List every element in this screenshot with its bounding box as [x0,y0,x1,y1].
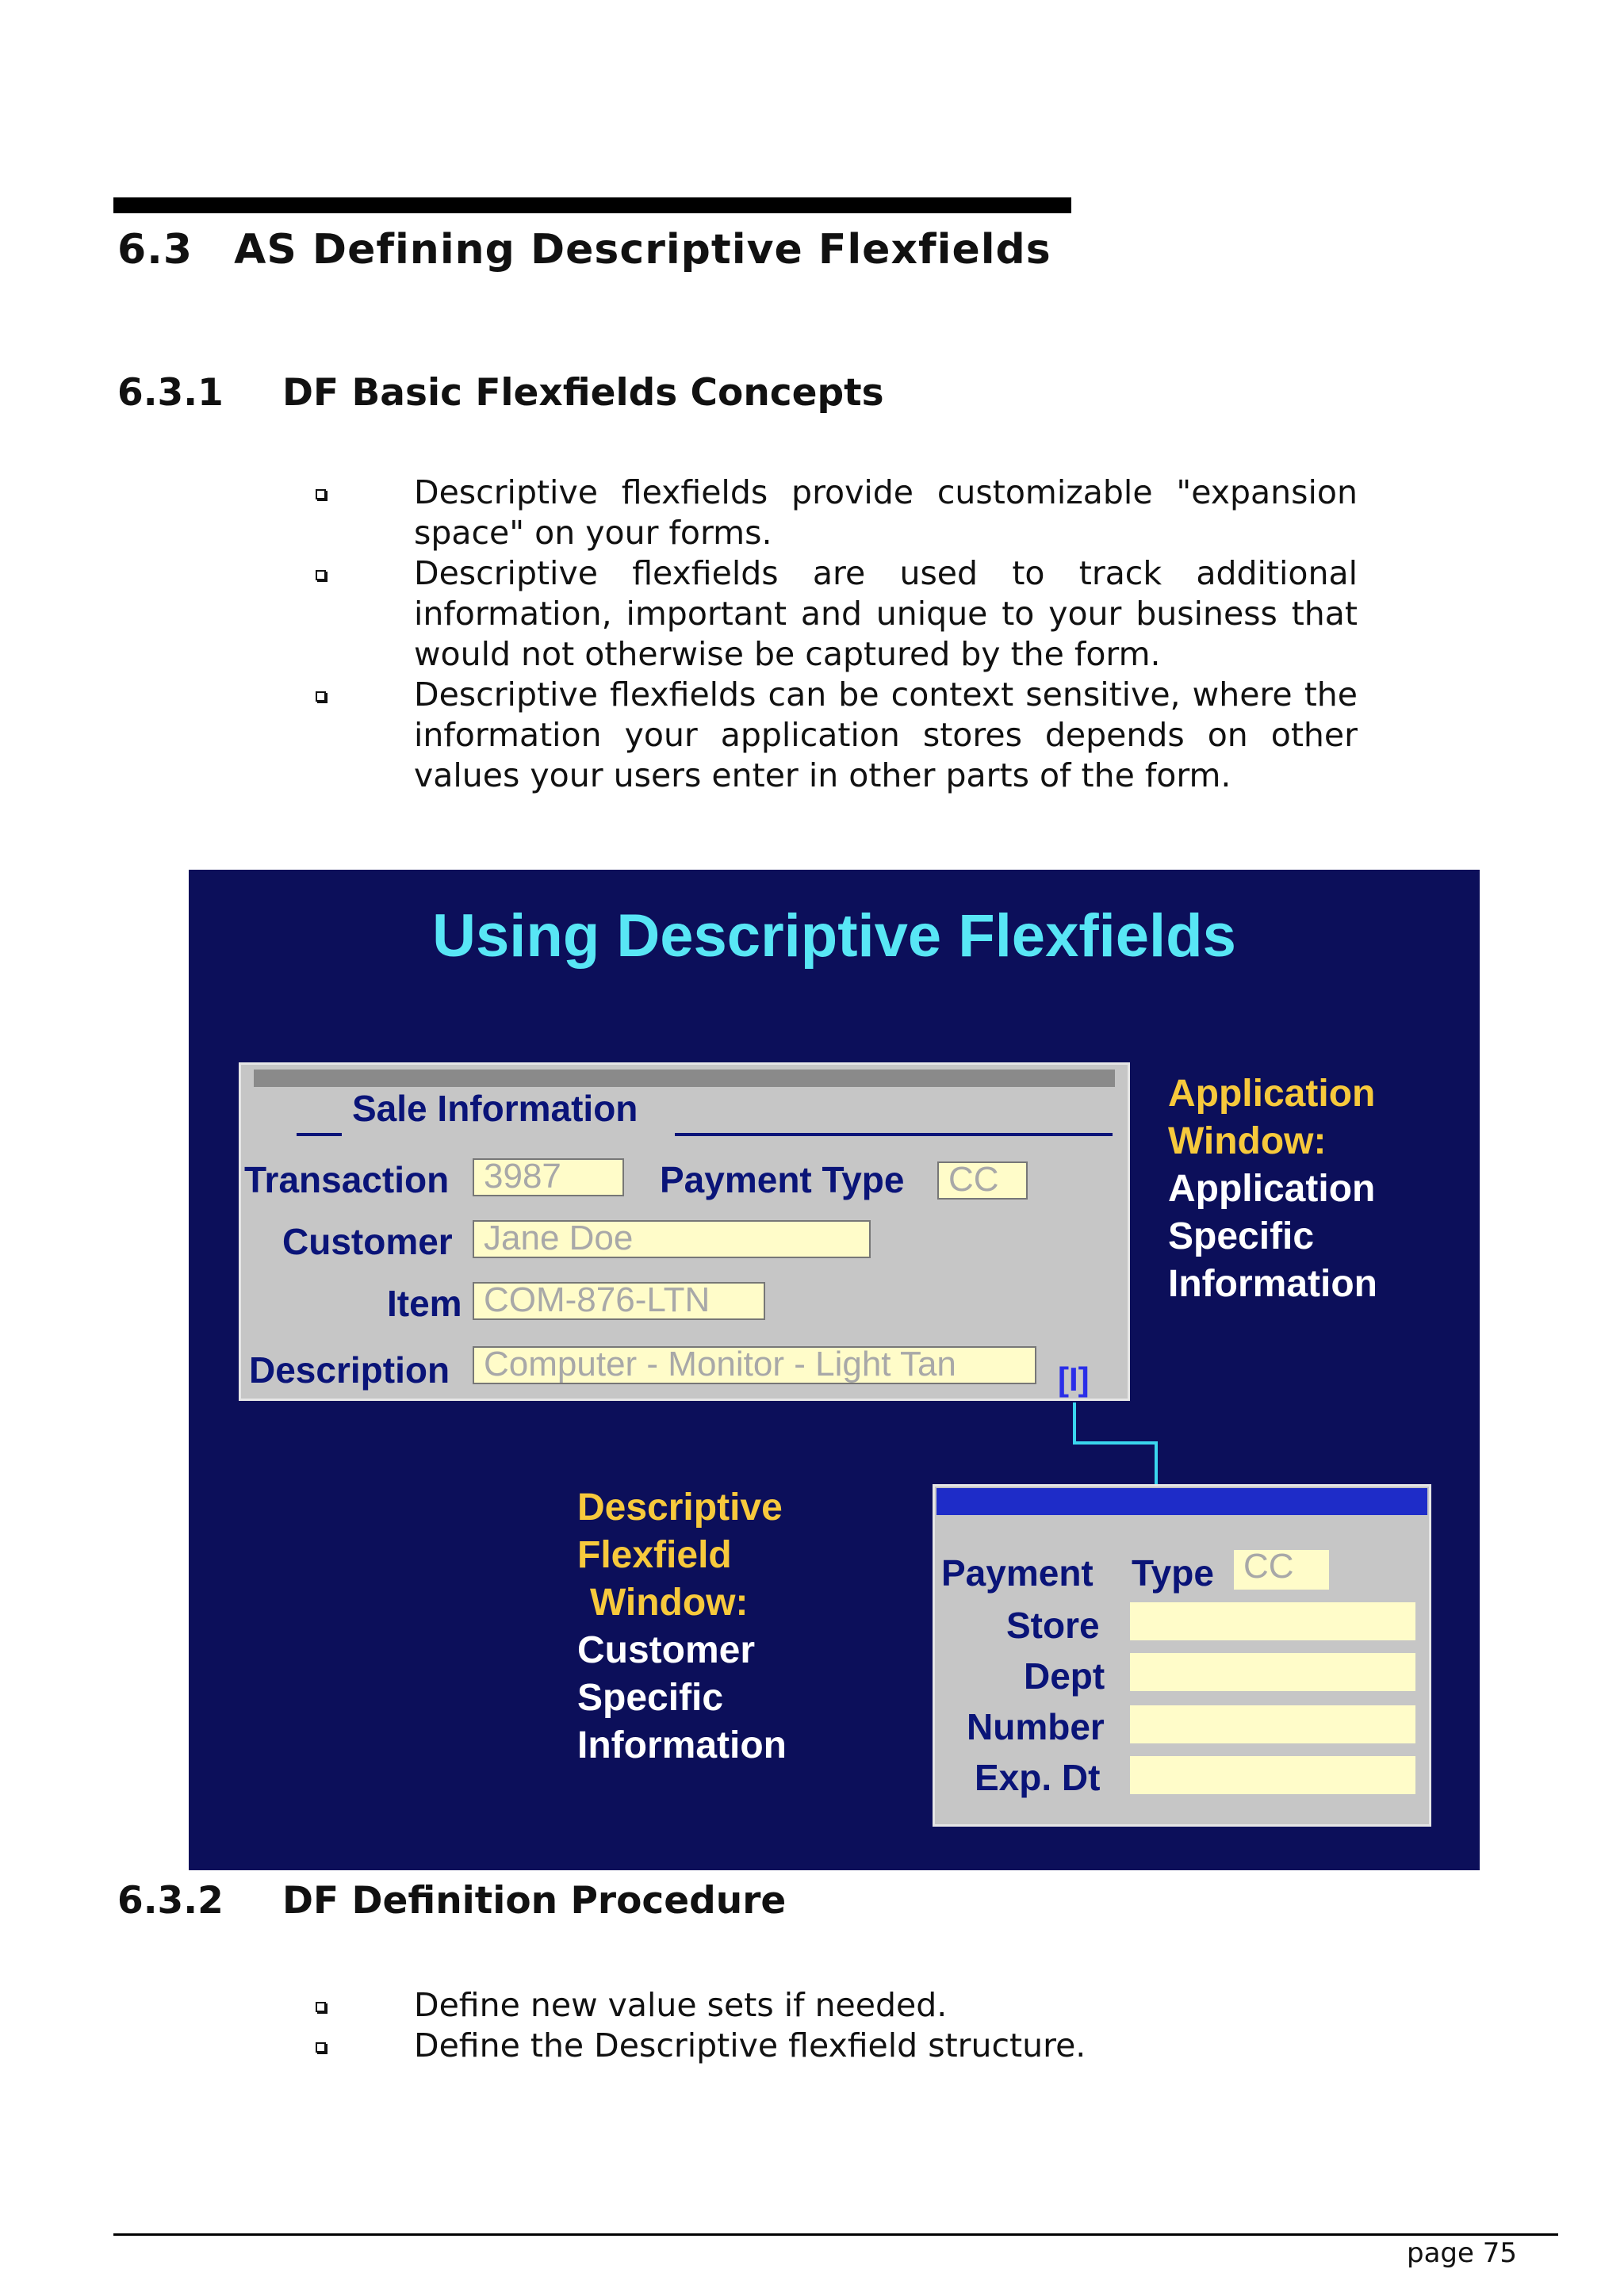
checkbox-bullet-icon [316,691,326,702]
payment-type-field[interactable]: CC [937,1161,1028,1200]
description-field[interactable]: Computer - Monitor - Light Tan [473,1346,1036,1384]
checkbox-bullet-icon [316,2042,326,2053]
description-label: Description [249,1349,450,1391]
store-field[interactable] [1130,1602,1415,1640]
footer-rule [113,2233,1558,2236]
transaction-label: Transaction [244,1159,450,1200]
checkbox-bullet-icon [316,489,326,499]
application-window-note: Application Window: Application Specific Information [1168,1073,1377,1305]
df-type-label: Type [1132,1552,1214,1594]
concepts-list [309,473,1358,796]
subsection-title-2: DF Definition Procedure [282,1879,787,1923]
df-window-title-bar [936,1488,1427,1515]
slide-title: Using Descriptive Flexfields [432,902,1236,970]
exp-dt-label: Exp. Dt [975,1757,1101,1798]
section-title: AS Defining Descriptive Flexfields [234,226,1051,274]
subsection-number-2: 6.3.2 [117,1879,224,1923]
transaction-field[interactable]: 3987 [473,1158,624,1196]
list-item: Define new value sets if needed. [309,1985,1358,2026]
list-item: Descriptive flexfields are used to track additional information, important and unique to your business that would not otherwise be captured by the form. [309,553,1358,675]
flexfield-indicator-icon[interactable]: [I] [1058,1360,1090,1398]
list-item: Descriptive flexfields can be context sensitive, where the information your application stores depends on other values your users enter in other parts of the form. [309,675,1358,796]
payment-type-label: Payment Type [660,1159,905,1200]
top-rule [113,197,1071,213]
list-item: Define the Descriptive flexfield structure. [309,2026,1358,2066]
sale-information-header: Sale Information [352,1088,638,1129]
section-number: 6.3 [117,226,193,274]
item-field[interactable]: COM-876-LTN [473,1282,765,1320]
checkbox-bullet-icon [316,2002,326,2012]
checkbox-bullet-icon [316,570,326,580]
list-item: Descriptive flexfields provide customizable "expansion space" on your forms. [309,473,1358,553]
dept-field[interactable] [1130,1653,1415,1691]
number-label: Number [967,1706,1105,1747]
exp-dt-field[interactable] [1130,1756,1415,1794]
descriptive-flexfield-window [933,1484,1431,1827]
customer-label: Customer [282,1221,453,1262]
customer-field[interactable]: Jane Doe [473,1220,871,1258]
store-label: Store [1006,1605,1100,1646]
df-payment-label: Payment [941,1552,1094,1594]
flexfield-slide [189,870,1480,1870]
descriptive-flexfield-note: Descriptive Flexfield Window: Customer Specific Information [577,1487,787,1766]
subsection-heading-2 [117,1879,786,1923]
procedure-list [309,1985,1358,2066]
item-label: Item [387,1283,462,1324]
subsection-heading-1 [117,371,884,415]
section-heading [117,226,1051,274]
subsection-number-1: 6.3.1 [117,371,224,415]
number-field[interactable] [1130,1705,1415,1743]
subsection-title-1: DF Basic Flexfields Concepts [282,371,884,415]
dept-label: Dept [1024,1655,1105,1697]
page-number: page 75 [1407,2237,1517,2269]
df-type-field[interactable]: CC [1234,1550,1329,1590]
